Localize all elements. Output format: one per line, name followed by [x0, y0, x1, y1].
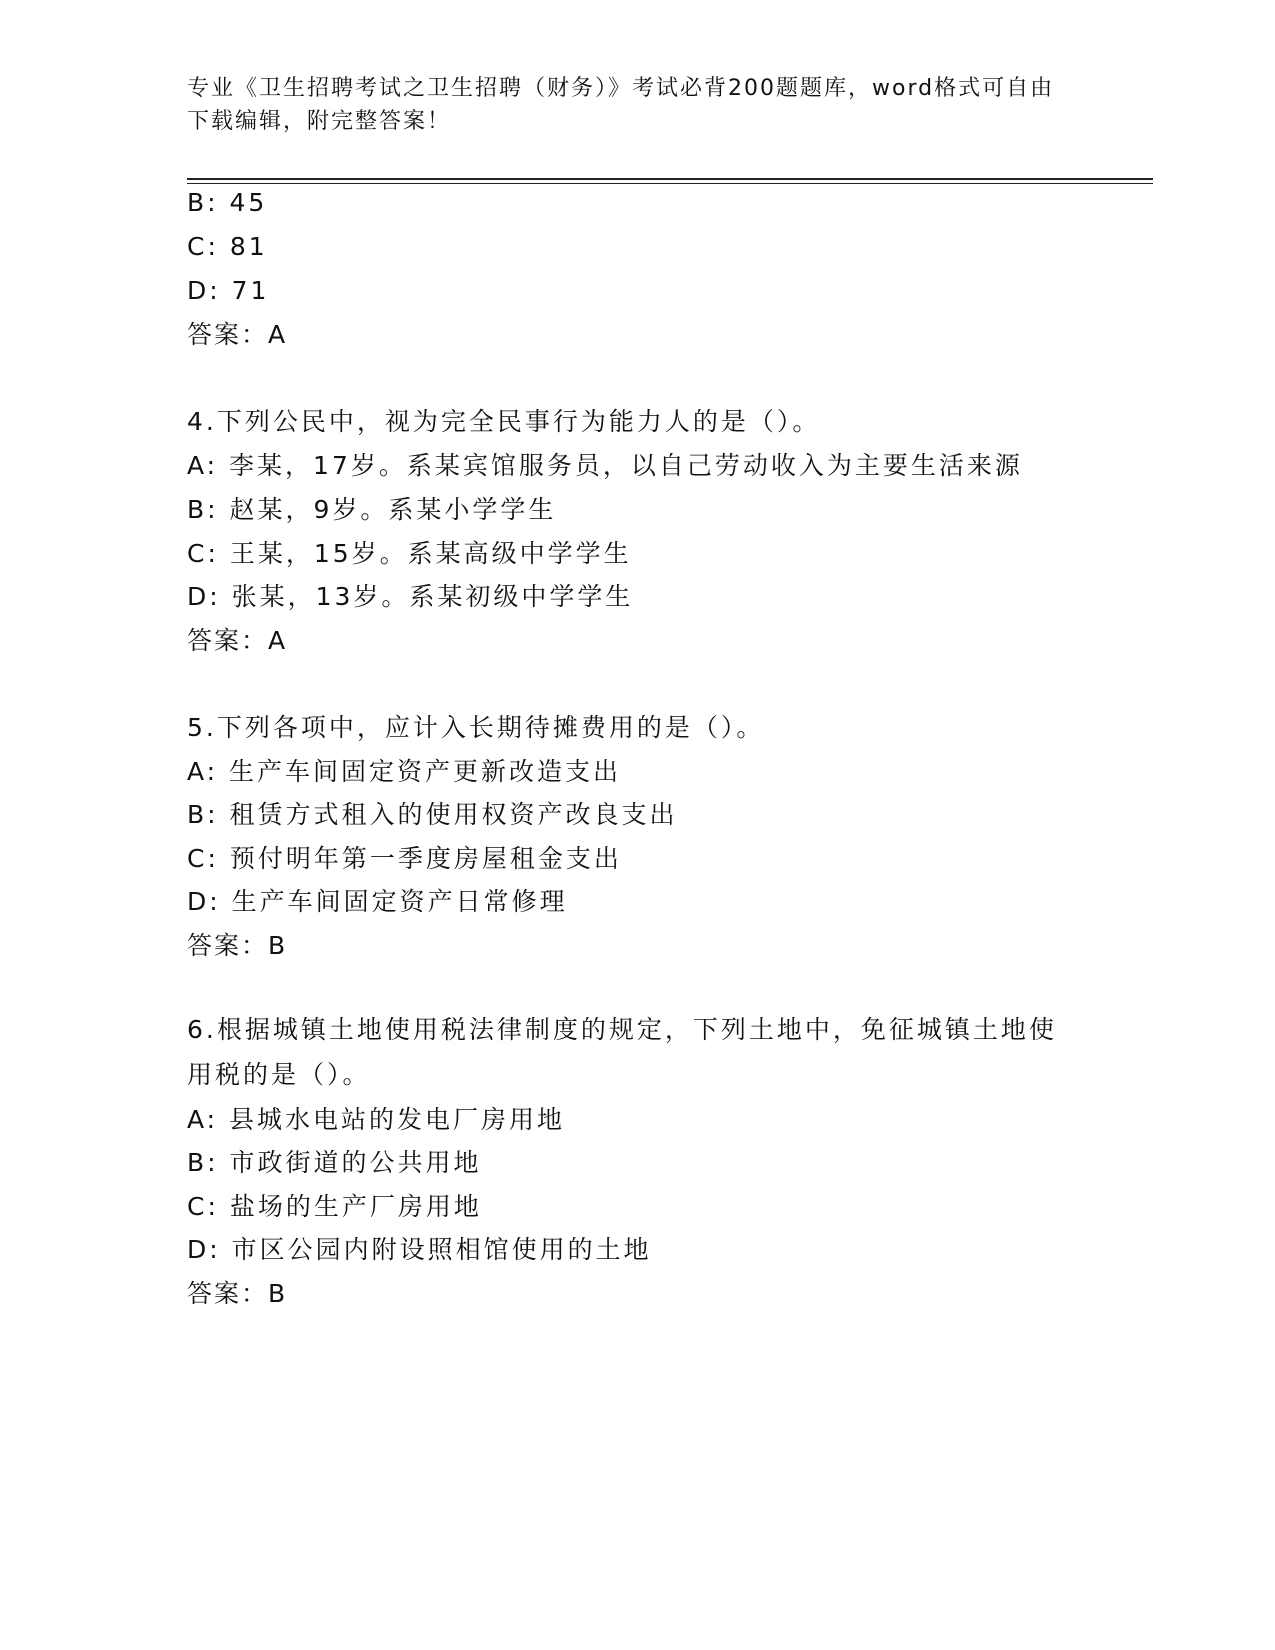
q4-option-b: B: 赵某，9岁。系某小学学生 [187, 495, 557, 524]
q3-option-b: B: 45 [187, 188, 268, 217]
q6-option-a: A: 县城水电站的发电厂房用地 [187, 1105, 566, 1134]
header-divider-secondary [187, 183, 1153, 184]
q4-option-d: D: 张某，13岁。系某初级中学学生 [187, 582, 634, 611]
q6-option-b: B: 市政街道的公共用地 [187, 1148, 482, 1177]
q3-option-c: C: 81 [187, 232, 268, 261]
q5-option-b: B: 租赁方式租入的使用权资产改良支出 [187, 800, 678, 829]
q5-option-c: C: 预付明年第一季度房屋租金支出 [187, 844, 622, 873]
q6-question: 6.根据城镇土地使用税法律制度的规定，下列土地中，免征城镇土地使用税的是（）。 [187, 1015, 1057, 1089]
q6-answer: 答案：B [187, 1279, 288, 1308]
q5-answer: 答案：B [187, 931, 288, 960]
q4-option-a: A: 李某，17岁。系某宾馆服务员，以自己劳动收入为主要生活来源 [187, 451, 1023, 480]
document-header: 专业《卫生招聘考试之卫生招聘（财务）》考试必背200题题库，word格式可自由下载编辑，附完整答案！ [187, 76, 1055, 134]
q6-option-c: C: 盐场的生产厂房用地 [187, 1192, 482, 1221]
q5-question: 5.下列各项中，应计入长期待摊费用的是（）。 [187, 713, 765, 742]
header-divider [187, 178, 1153, 180]
q5-option-d: D: 生产车间固定资产日常修理 [187, 887, 568, 916]
q4-answer: 答案：A [187, 626, 288, 655]
q3-option-d: D: 71 [187, 276, 270, 305]
q3-answer: 答案：A [187, 320, 288, 349]
q6-option-d: D: 市区公园内附设照相馆使用的土地 [187, 1235, 652, 1264]
q4-question: 4.下列公民中，视为完全民事行为能力人的是（）。 [187, 407, 821, 436]
q5-option-a: A: 生产车间固定资产更新改造支出 [187, 757, 622, 786]
q4-option-c: C: 王某，15岁。系某高级中学学生 [187, 539, 632, 568]
